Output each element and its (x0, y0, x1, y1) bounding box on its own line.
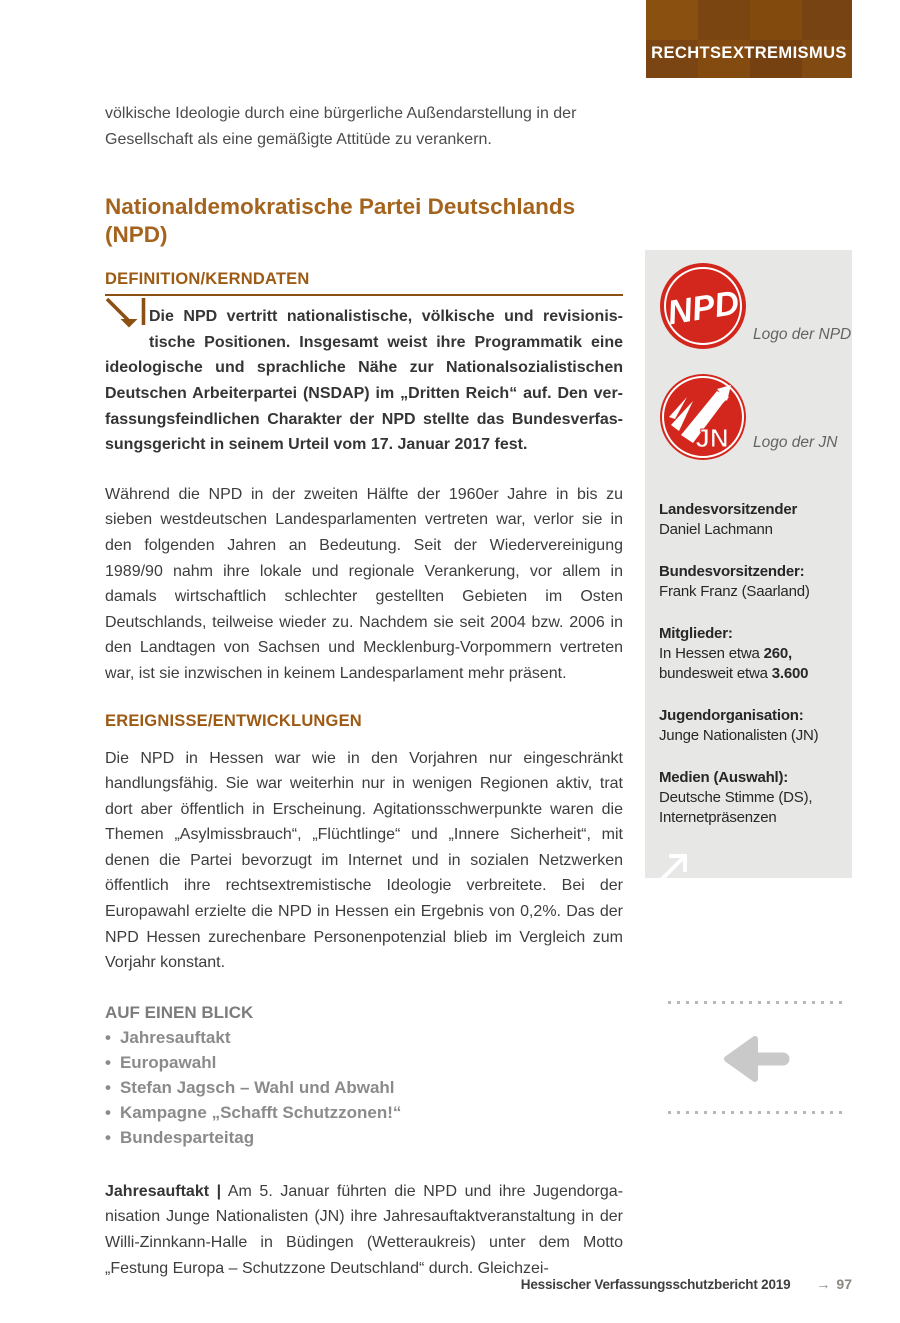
footer-page-reference (816, 1276, 852, 1292)
fact-landesvorsitzender (659, 500, 839, 540)
list-item: • Bundesparteitag (105, 1125, 623, 1150)
fact-value: Frank Franz (Saarland) (659, 583, 810, 600)
main-column (105, 0, 623, 1281)
at-a-glance-list (105, 1025, 623, 1150)
fact-value: Deutsche Stimme (DS), (659, 789, 813, 806)
page-title: Nationaldemokratische Partei Deutschlands (NPD) (105, 194, 576, 248)
paragraph-body-text: Am 5. Januar führten die NPD und ihre Jugendorganisation Junge Nationalisten (JN) ihre Jahresauftaktveranstaltung in der Willi-Zinnkann-Halle in Büdingen (Wetteraukreis) unter dem Motto „Festung Europa – Schutzzone Deutschland“ durch. Gleichzei- (105, 1182, 624, 1277)
left-arrow-icon (721, 1031, 793, 1087)
npd-logo-caption: Logo der NPD (753, 326, 852, 343)
chapter-banner (646, 0, 852, 78)
fact-label: Landesvorsitzender (659, 501, 798, 518)
section-heading-events: EREIGNISSE/ENTWICKLUNGEN (105, 711, 362, 730)
footer-report-title: Hessischer Verfassungsschutzbericht 2019 (520, 1277, 791, 1292)
definition-lead-paragraph: Die NPD vertritt nationalistische, völkische und revisionistische Positionen. Insgesamt weist ihre Programmatik eine ideologische und sprachliche Nähe zur Nationalsozialistischen Deutschen Arbeiterpartei (NSDAP) im „Dritten Reich“ auf. Den verfassungsfeindlichen Charakter der NPD stellte das Bundesverfassungsgericht in seinem Urteil vom 17. Januar 2017 fest. (105, 308, 623, 454)
jn-logo (659, 373, 747, 461)
down-right-arrow-icon (105, 298, 149, 352)
list-item: • Jahresauftakt (105, 1025, 623, 1050)
list-item: • Kampagne „Schafft Schutzzonen!“ (105, 1100, 623, 1125)
fact-sidebar (645, 250, 852, 878)
fact-bundesvorsitzender (659, 562, 839, 602)
fact-label: Bundesvorsitzender: (659, 563, 805, 580)
paragraph-lead-label: Jahresauftakt | (105, 1182, 222, 1200)
at-a-glance-heading: AUF EINEN BLICK (105, 1002, 254, 1022)
banner-pattern-strip (646, 0, 852, 40)
fact-value: In Hessen etwa 260, (659, 645, 792, 662)
fact-jugendorganisation (659, 706, 839, 746)
jahresauftakt-paragraph (105, 1179, 623, 1281)
fact-value: Internetpräsenzen (659, 809, 777, 826)
fact-mitglieder (659, 624, 839, 684)
dotted-divider (668, 1001, 848, 1004)
chapter-title: RECHTSEXTREMISMUS (651, 44, 847, 62)
npd-logo (659, 262, 747, 350)
fact-list (659, 500, 839, 850)
list-item: • Stefan Jagsch – Wahl und Abwahl (105, 1075, 623, 1100)
fact-label: Mitglieder: (659, 625, 733, 642)
events-paragraph: Die NPD in Hessen war wie in den Vorjahren nur eingeschränkt handlungsfähig. Sie war weiterhin nur in wenigen Regionen aktiv, trat dort aber öffentlich in Erscheinung. Agitationsschwerpunkte waren die Themen „Asylmissbrauch“, „Flüchtlinge“ und „Innere Sicherheit“, mit denen die Partei bevorzugt im Internet und in sozialen Netzwerken öffentlich ihre rechtsextremistische Ideologie verbreitete. Bei der Europawahl erzielte die NPD in Hessen ein Ergebnis von 0,2%. Das der NPD Hessen zurechenbare Personenpotenzial blieb im Vergleich zum Vorjahr konstant. (105, 749, 623, 972)
svg-text:NPD: NPD (664, 283, 742, 333)
page-number: 97 (836, 1276, 852, 1292)
definition-history-paragraph: Während die NPD in der zweiten Hälfte der 1960er Jahre in bis zu sieben westdeutschen Landesparlamenten vertreten war, verlor sie in den folgenden Jahren an Bedeutung. Seit der Wiedervereinigung 1989/90 nahm ihre lokale und regionale Verankerung, vor allem in damals wirtschaftlich schlechter gestellten Gebieten im Osten Deutschlands, teilweise wieder zu. Nachdem sie seit 2004 bzw. 2006 in den Landtagen von Sachsen und Mecklenburg-Vorpommern vertreten war, ist sie inzwischen in keinem Landesparlament mehr präsent. (105, 485, 623, 682)
list-item: • Europawahl (105, 1050, 623, 1075)
dotted-divider (668, 1111, 848, 1114)
arrow-right-icon: → (816, 1276, 831, 1292)
fact-medien (659, 768, 839, 828)
fact-value: bundesweit etwa 3.600 (659, 665, 809, 682)
page-back-decoration (645, 1001, 852, 1116)
intro-paragraph: völkische Ideologie durch eine bürgerliche Außendarstellung in der Gesellschaft als eine gemäßigte Attitüde zu verankern. (105, 105, 577, 148)
jn-logo-caption: Logo der JN (753, 434, 838, 451)
section-heading-definition: DEFINITION/KERNDATEN (105, 270, 310, 289)
page-footer (521, 1276, 852, 1292)
fact-value: Daniel Lachmann (659, 521, 773, 538)
svg-text:JN: JN (695, 423, 729, 453)
fact-label: Medien (Auswahl): (659, 769, 789, 786)
fact-label: Jugendorganisation: (659, 707, 804, 724)
fact-value: Junge Nationalisten (JN) (659, 727, 819, 744)
up-right-arrow-icon (651, 844, 693, 878)
definition-rule (105, 294, 623, 458)
